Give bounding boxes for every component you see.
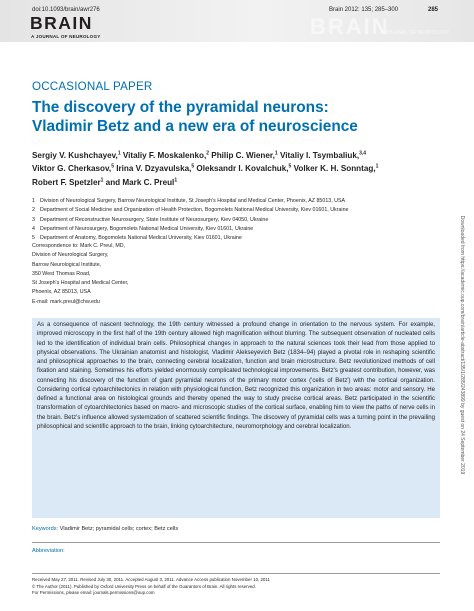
author[interactable]: Sergiy V. Kushchayev,$^1$ (32, 150, 121, 160)
author[interactable]: Oleksandr I. Kovalchuk,$^5$ (196, 163, 292, 174)
journal-citation: Brain 2012: 135; 285–300 (329, 7, 399, 13)
publication-footer (32, 577, 432, 597)
author[interactable]: Viktor G. Cherkasov,$^5$ (32, 163, 114, 174)
title-line-1: The discovery of the pyramidal neurons: (32, 99, 329, 116)
affiliation-item: 1 Division of Neurological Surgery, Barrow Neurological Institute, St Joseph's Hospital and Medical Center, Phoenix, AZ 85013, USA (32, 198, 346, 204)
author[interactable]: Vitaliy F. Moskalenko,$^2$ (122, 150, 210, 160)
correspondence-line: Phoenix, AZ 85013, USA (32, 289, 91, 296)
affiliation-item: 3 Department of Reconstructive Neurosurgery, State Institute of Neurosurgery, Kiev 04050, Ukraine (32, 216, 269, 223)
journal-logo-subtitle: A JOURNAL OF NEUROLOGY (31, 34, 101, 39)
correspondence-line: Barrow Neurological Institute, (32, 261, 102, 268)
abbreviations-label: Abbreviation: (32, 548, 65, 554)
affiliation-item: 5 Department of Anatomy, Bogomolets National Medical University, Kiev 01601, Ukraine (32, 235, 242, 241)
footer-line: For Permissions, please email: journals.permissions@oup.com (32, 590, 155, 595)
keywords-value: Vladimir Betz; pyramidal cells; cortex; Betz cells (59, 526, 179, 532)
footer-divider (32, 573, 440, 574)
footer-line: Received May 27, 2011. Revised July 30, 2011. Accepted August 3, 2011. Advance Access publication November 10, 2011 (32, 577, 270, 582)
correspondence-line: St Joseph's Hospital and Medical Center, (32, 280, 129, 287)
author-list (32, 148, 447, 189)
correspondence-line: Correspondence to: Mark C. Preul, MD, (32, 243, 126, 249)
keywords-line (32, 526, 440, 532)
author[interactable]: Vitaliy I. Tsymbaliuk,$^{3,4}$ (279, 150, 367, 160)
section-label: OCCASIONAL PAPER (32, 80, 153, 93)
correspondence-email[interactable]: E-mail: mark.preul@chw.edu (32, 298, 100, 305)
title-line-2: Vladimir Betz and a new era of neuroscience (32, 118, 358, 135)
article-title (32, 98, 452, 136)
affiliations (32, 197, 452, 243)
affiliation-item: 4 Department of Neurosurgery, Bogomolets National Medical University, Kiev 01601, Ukraine (32, 225, 254, 232)
author[interactable]: and Mark C. Preul$^1$ (105, 177, 178, 187)
divider (32, 542, 440, 543)
author[interactable]: Philip C. Wiener,$^1$ (211, 150, 278, 160)
correspondence-line: Division of Neurological Surgery, (32, 252, 109, 259)
abstract-text: As a consequence of nascent technology, the 19th century witnessed a profound change in orientation to the nervous system. For example, improved microscopy in the first half of the 19th century allowed high magnification without blurring. The subsequent observation of nucleated cells led to the identification of individual brain cells. Philosophical changes in approach to the natural sciences took their lead from those applied to physical observations. The Ukrainian anatomist and histologist, Vladimir Alekseyevich Betz (1834–94) played a pivotal role in reshaping scientific and philosophical approaches to the brain, connecting cerebral localization, function and brain microstructure. Betz revolutionized methods of cell fixation and staining. Sometimes his efforts yielded enormously complicated technological improvements. Betz's greatest contribution, however, was connecting his discovery of the function of giant pyramidal neurons of the primary motor cortex ('cells of Betz') with the cortical organization. Considering cortical cytoarchitectonics in relation with physiological function, Betz recognized this organization in two areas: motor and sensory. He defined a functional area on histological grounds and thereby opened the way to study precise cortical areas. Betz participated in the scientific transformation of cytoarchitectonics based on macro- and microscopic studies of the cortical surface, enabling him to view the paths of nerve cells in the brain. Betz's influence allowed systemization of scattered scientific findings. The discovery of pyramidal cells was a turning point in the prevailing philosophical and scientific approach to the brain, linking cytoarchitecture, neuromorphology and cerebral localization. (37, 322, 435, 430)
download-side-note: Downloaded from https://academic.oup.com/brain/article-abstract/135/1/285/243899 by guest on 24 September 2019 (459, 215, 465, 475)
journal-logo: BRAIN (30, 13, 93, 33)
correspondence-line: 350 West Thomas Road, (32, 270, 91, 277)
author[interactable]: Volker K. H. Sonntag,$^1$ (293, 163, 379, 174)
author[interactable]: Robert F. Spetzler$^1$ (32, 177, 104, 187)
doi-text: doi:10.1093/brain/awr276 (32, 7, 100, 13)
abbreviations-line (32, 548, 65, 554)
page-number: 285 (428, 7, 439, 13)
author[interactable]: Irina V. Dzyavulska,$^5$ (116, 163, 195, 174)
correspondence-block (32, 242, 332, 307)
footer-line: © The Author (2011). Published by Oxford University Press on behalf of the Guarantors of Brain. All rights reserved. (32, 583, 256, 589)
header-watermark: BRAIN (310, 14, 390, 39)
keywords-label: Keywords: (32, 526, 59, 532)
affiliation-item: 2 Department of Social Medicine and Organization of Health Protection, Bogomolets National Medical University, Kiev 01601, Ukraine (32, 207, 349, 214)
abstract-box (32, 318, 440, 518)
header-watermark-subtitle: A JOURNAL OF NEUROLOGY (380, 30, 450, 36)
